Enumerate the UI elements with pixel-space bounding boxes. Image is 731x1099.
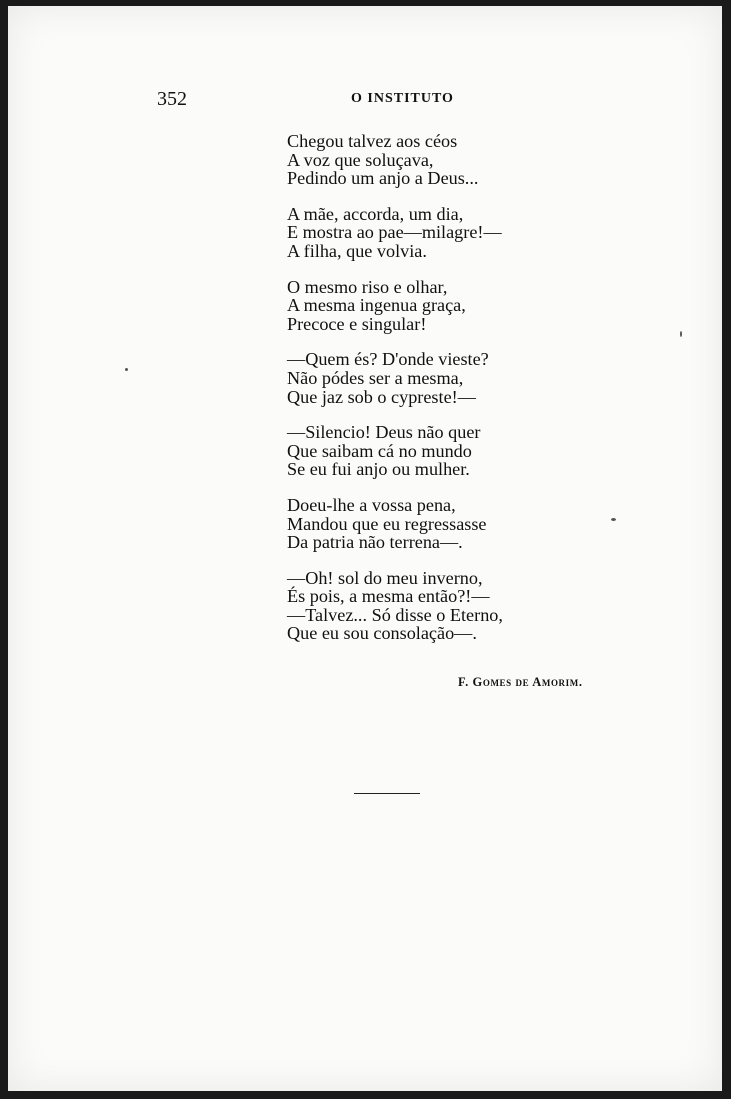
poem-line: A mesma ingenua graça, <box>287 295 466 316</box>
stanza-1 <box>287 132 647 188</box>
author-signature: F. Gomes de Amorim. <box>458 675 583 689</box>
poem-line: —Quem és? D'onde vieste? <box>287 349 489 370</box>
running-title: O INSTITUTO <box>351 91 454 106</box>
poem-line: A voz que soluçava, <box>287 149 434 170</box>
poem-line: Doeu-lhe a vossa pena, <box>287 494 456 515</box>
end-rule <box>354 793 420 794</box>
book-page <box>8 6 722 1091</box>
poem-line: Da patria não terrena—. <box>287 532 463 553</box>
stanza-2 <box>287 205 647 261</box>
poem-line: Mandou que eu regressasse <box>287 513 487 534</box>
ink-speck <box>125 368 128 371</box>
stanza-5 <box>287 423 647 479</box>
poem-line: Chegou talvez aos céos <box>287 131 458 151</box>
ink-speck <box>680 331 682 337</box>
poem-line: Que eu sou consolação—. <box>287 623 477 644</box>
page-number: 352 <box>157 88 187 110</box>
poem-line: A mãe, accorda, um dia, <box>287 203 464 224</box>
poem-line: A filha, que volvia. <box>287 240 427 261</box>
poem <box>287 132 647 660</box>
page-header <box>8 88 722 112</box>
poem-line: És pois, a mesma então?!— <box>287 586 490 607</box>
poem-line: Pedindo um anjo a Deus... <box>287 168 479 189</box>
stanza-3 <box>287 278 647 334</box>
poem-line: —Talvez... Só disse o Eterno, <box>287 604 503 625</box>
stanza-7 <box>287 569 647 643</box>
poem-line: E mostra ao pae—milagre!— <box>287 222 502 243</box>
poem-line: Se eu fui anjo ou mulher. <box>287 459 470 480</box>
stanza-4 <box>287 350 647 406</box>
poem-line: Que saibam cá no mundo <box>287 440 472 461</box>
ink-speck <box>611 518 616 521</box>
poem-line: Precoce e singular! <box>287 313 427 334</box>
poem-line: O mesmo riso e olhar, <box>287 276 448 297</box>
poem-line: —Silencio! Deus não quer <box>287 422 481 443</box>
poem-line: —Oh! sol do meu inverno, <box>287 567 483 588</box>
poem-line: Que jaz sob o cypreste!— <box>287 386 476 407</box>
stanza-6 <box>287 496 647 552</box>
poem-line: Não pódes ser a mesma, <box>287 367 464 388</box>
